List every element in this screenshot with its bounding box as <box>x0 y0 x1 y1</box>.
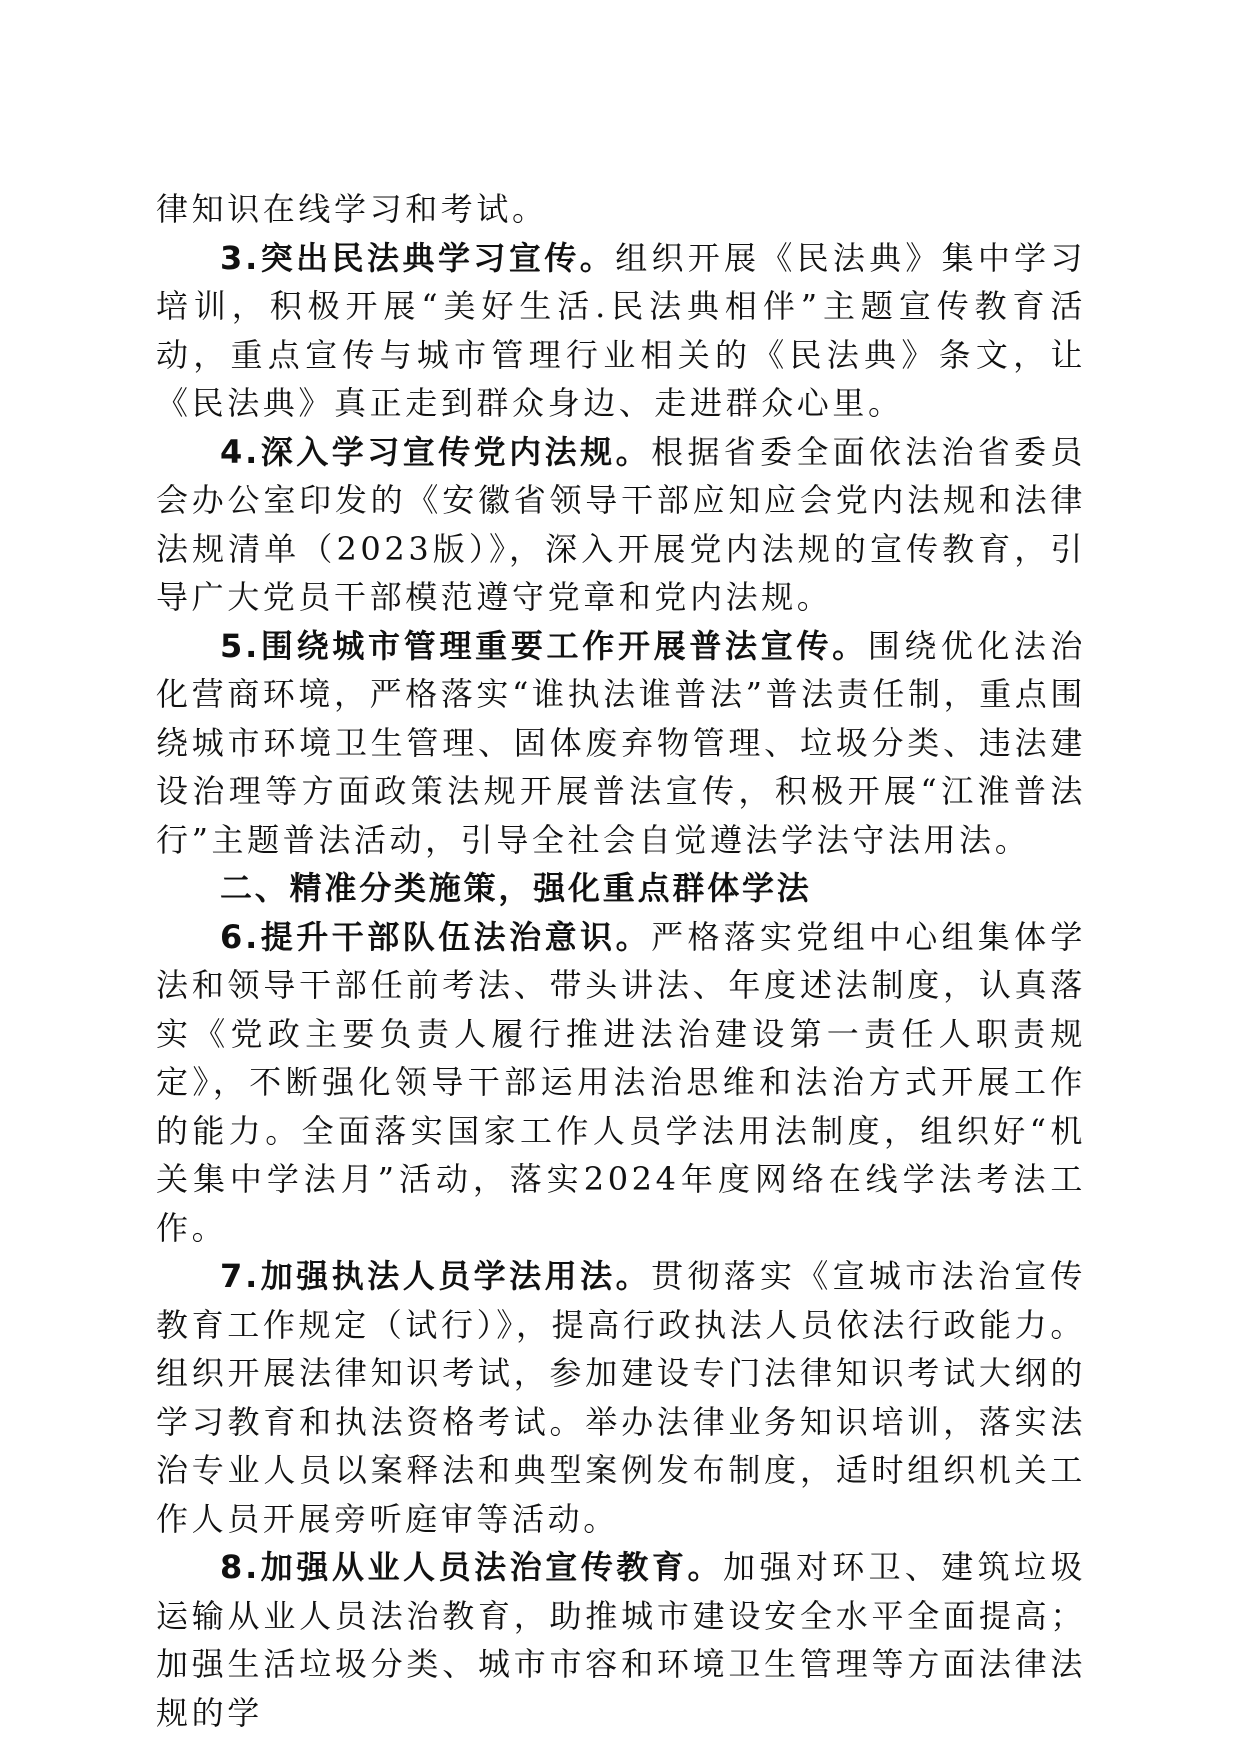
paragraph-text: 贯彻落实《宣城市法治宣传教育工作规定（试行）》，提高行政执法人员依法行政能力。组织开展法律知识考试，参加建设专门法律知识考试大纲的学习教育和执法资格考试。举办法律业务知识培训，落实法治专业人员以案释法和典型案例发布制度，适时组织机关工作人员开展旁听庭审等活动。 <box>156 1257 1086 1538</box>
paragraph-text: 律知识在线学习和考试。 <box>156 190 548 228</box>
item-heading: 4.深入学习宣传党内法规。 <box>220 432 652 471</box>
paragraph-text: 加强对环卫、建筑垃圾运输从业人员法治教育，助推城市建设安全水平全面提高；加强生活垃圾分类、城市市容和环境卫生管理等方面法律法规的学 <box>156 1548 1086 1732</box>
paragraph-item-3 <box>156 234 1086 428</box>
paragraph-continuation <box>156 185 1086 234</box>
item-heading: 5.围绕城市管理重要工作开展普法宣传。 <box>220 626 868 665</box>
paragraph-item-7 <box>156 1252 1086 1543</box>
item-heading: 7.加强执法人员学法用法。 <box>220 1257 652 1295</box>
section-title: 二、精准分类施策，强化重点群体学法 <box>220 869 812 907</box>
paragraph-text: 严格落实党组中心组集体学法和领导干部任前考法、带头讲法、年度述法制度，认真落实《党政主要负责人履行推进法治建设第一责任人职责规定》，不断强化领导干部运用法治思维和法治方式开展工作的能力。全面落实国家工作人员学法用法制度，组织好“机关集中学法月”活动，落实2024年度网络在线学法考法工作。 <box>156 917 1086 1247</box>
paragraph-item-8 <box>156 1543 1086 1737</box>
document-body <box>156 185 1086 1737</box>
paragraph-item-6 <box>156 913 1086 1253</box>
paragraph-text: 根据省委全面依法治省委员会办公室印发的《安徽省领导干部应知应会党内法规和法律法规清单（2023版）》，深入开展党内法规的宣传教育，引导广大党员干部模范遵守党章和党内法规。 <box>156 432 1086 616</box>
paragraph-text: 围绕优化法治化营商环境，严格落实“谁执法谁普法”普法责任制，重点围绕城市环境卫生管理、固体废弃物管理、垃圾分类、违法建设治理等方面政策法规开展普法宣传，积极开展“江淮普法行”主题普法活动，引导全社会自觉遵法学法守法用法。 <box>156 626 1086 859</box>
paragraph-item-4 <box>156 428 1086 622</box>
item-heading: 8.加强从业人员法治宣传教育。 <box>220 1548 724 1586</box>
paragraph-text: 组织开展《民法典》集中学习培训，积极开展“美好生活.民法典相伴”主题宣传教育活动，重点宣传与城市管理行业相关的《民法典》条文，让《民法典》真正走到群众身边、走进群众心里。 <box>156 238 1086 422</box>
paragraph-item-5 <box>156 622 1086 865</box>
item-heading: 3.突出民法典学习宣传。 <box>220 238 616 277</box>
item-heading: 6.提升干部队伍法治意识。 <box>220 917 652 956</box>
section-heading <box>156 864 1086 913</box>
